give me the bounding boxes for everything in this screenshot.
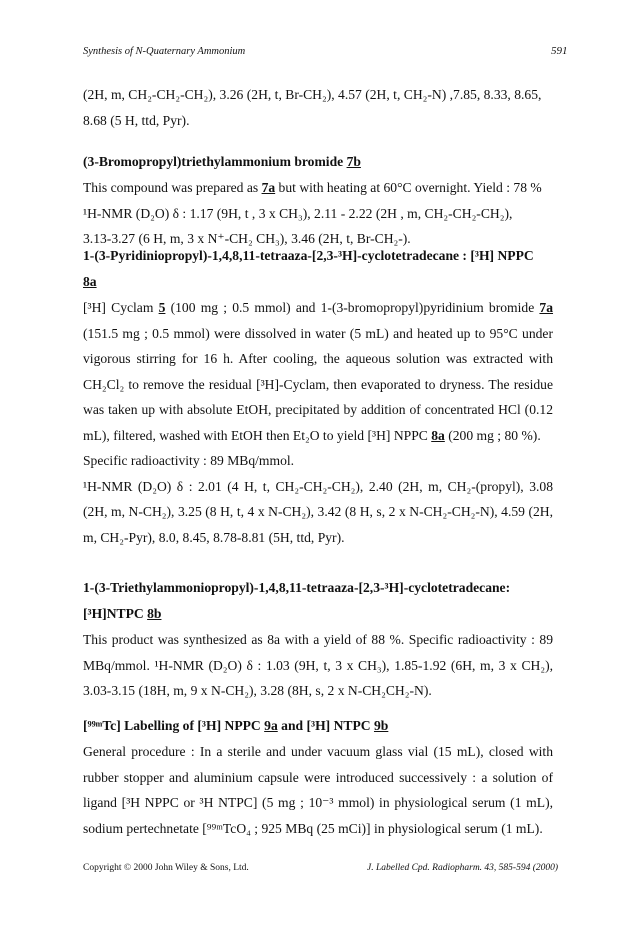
heading-8b-label: [³H]NTPC <box>83 605 148 621</box>
p2-text-a: This compound was prepared as <box>83 180 262 195</box>
compound-ref-9b: 9b <box>373 718 389 733</box>
compound-ref-7a: 7a <box>261 180 276 195</box>
paragraph-8b: This product was synthesized as 8a with a yield of 88 %. Specific radioactivity : 89 MBq/mmol. ¹H-NMR (D₂O) δ : 1.03 (9H, t, 3 x CH₃), 1.85-1.92 (6H, m, 3 x CH₂), 3.03-3.15 (18H, m, 9 x N-CH₂), 3.28 (8H, s, 2 x N-CH₂CH₂-N). <box>83 632 553 698</box>
footer-copyright: Copyright © 2000 John Wiley & Sons, Ltd. <box>83 863 249 873</box>
nmr-7b-line-1: ¹H-NMR (D₂O) δ : 1.17 (9H, t , 3 x CH₃), 2.11 - 2.22 (2H , m, CH₂-CH₂-CH₂), <box>83 205 513 221</box>
compound-ref-8a-2: 8a <box>431 427 445 443</box>
nmr-8a: ¹H-NMR (D₂O) δ : 2.01 (4 H, t, CH₂-CH₂-CH₂), 2.40 (2H, m, CH₂-(propyl), 3.08 (2H, m, N-CH₂), 3.25 (8 H, t, 4 x N-CH₂), 3.42 (8 H, s, 2 x N-CH₂-CH₂-N), 4.59 (2H, m, CH₂-Pyr), 8.0, 8.45, 8.78-8.81 (5H, ttd, Pyr). <box>83 478 553 545</box>
compound-ref-7a-2: 7a <box>539 300 554 315</box>
heading-labelling-b: and [³H] NTPC <box>277 718 374 733</box>
heading-labelling-a: [⁹⁹ᵐTc] Labelling of [³H] NPPC <box>83 718 265 733</box>
paragraph-7b <box>83 175 553 252</box>
heading-8a <box>83 243 553 294</box>
nmr-continuation-line-1: (2H, m, CH₂-CH₂-CH₂), 3.26 (2H, t, Br-CH₂), 4.57 (2H, t, CH₂-N) ,7.85, 8.33, 8.65, <box>83 87 542 102</box>
nmr-continuation-line-2: 8.68 (5 H, ttd, Pyr). <box>83 112 190 128</box>
heading-8a-text: 1-(3-Pyridiniopropyl)-1,4,8,11-tetraaza-[2,3-³H]-cyclotetradecane : [³H] NPPC <box>83 248 534 263</box>
compound-ref-9a: 9a <box>264 718 278 733</box>
p3-text-c: (151.5 mg ; 0.5 mmol) were dissolved in water (5 mL) and heated up to 95°C under vigorous stirring for 16 h. After cooling, the aqueous solution was extracted with CH₂Cl₂ to remove the residual [³H]-Cyclam, then evaporated to dryness. The residue was taken up with absolute EtOH, precipitated by addition of concentrated HCl (0.12 mL), filtered, washed with EtOH then Et₂O to yield [³H] NPPC <box>83 325 553 443</box>
compound-ref-7b: 7b <box>346 154 361 169</box>
p3-text-d: (200 mg ; 80 %). <box>444 427 541 443</box>
p3-text-b: (100 mg ; 0.5 mmol) and 1-(3-bromopropyl)pyridinium bromide <box>165 300 540 315</box>
running-title: Synthesis of N-Quaternary Ammonium <box>83 46 246 57</box>
heading-8b <box>83 575 553 626</box>
footer-citation: J. Labelled Cpd. Radiopharm. 43, 585-594 (2000) <box>367 863 559 873</box>
compound-ref-8b: 8b <box>147 605 162 621</box>
p2-text-b: but with heating at 60°C overnight. Yield : 78 % <box>275 180 542 195</box>
page-number: 591 <box>551 45 568 57</box>
heading-7b <box>83 149 553 175</box>
heading-7b-text: (3-Bromopropyl)triethylammonium bromide <box>83 154 347 169</box>
p3-text-a: [³H] Cyclam <box>83 300 159 315</box>
paragraph-8a <box>83 295 553 550</box>
compound-ref-8a: 8a <box>83 273 97 289</box>
heading-labelling <box>83 713 553 739</box>
nmr-7b-line-2: 3.13-3.27 (6 H, m, 3 x N⁺-CH₂ CH₃), 3.46 (2H, t, Br-CH₂-). <box>83 231 411 246</box>
nmr-continuation <box>83 82 553 133</box>
compound-ref-5: 5 <box>158 300 166 315</box>
heading-8b-text: 1-(3-Triethylammoniopropyl)-1,4,8,11-tetraaza-[2,3-³H]-cyclotetradecane: <box>83 580 511 595</box>
paragraph-labelling: General procedure : In a sterile and under vacuum glass vial (15 mL), closed with rubber stopper and aluminium capsule were introduced successively : a solution of ligand [³H NPPC or ³H NTPC] (5 mg ; 10⁻³ mmol) in physiological serum (1 mL), sodium pertechnetate [⁹⁹ᵐTcO₄ ; 925 MBq (25 mCi)] in physiological serum (1 mL). <box>83 744 553 836</box>
specific-radioactivity-8a: Specific radioactivity : 89 MBq/mmol. <box>83 453 295 468</box>
